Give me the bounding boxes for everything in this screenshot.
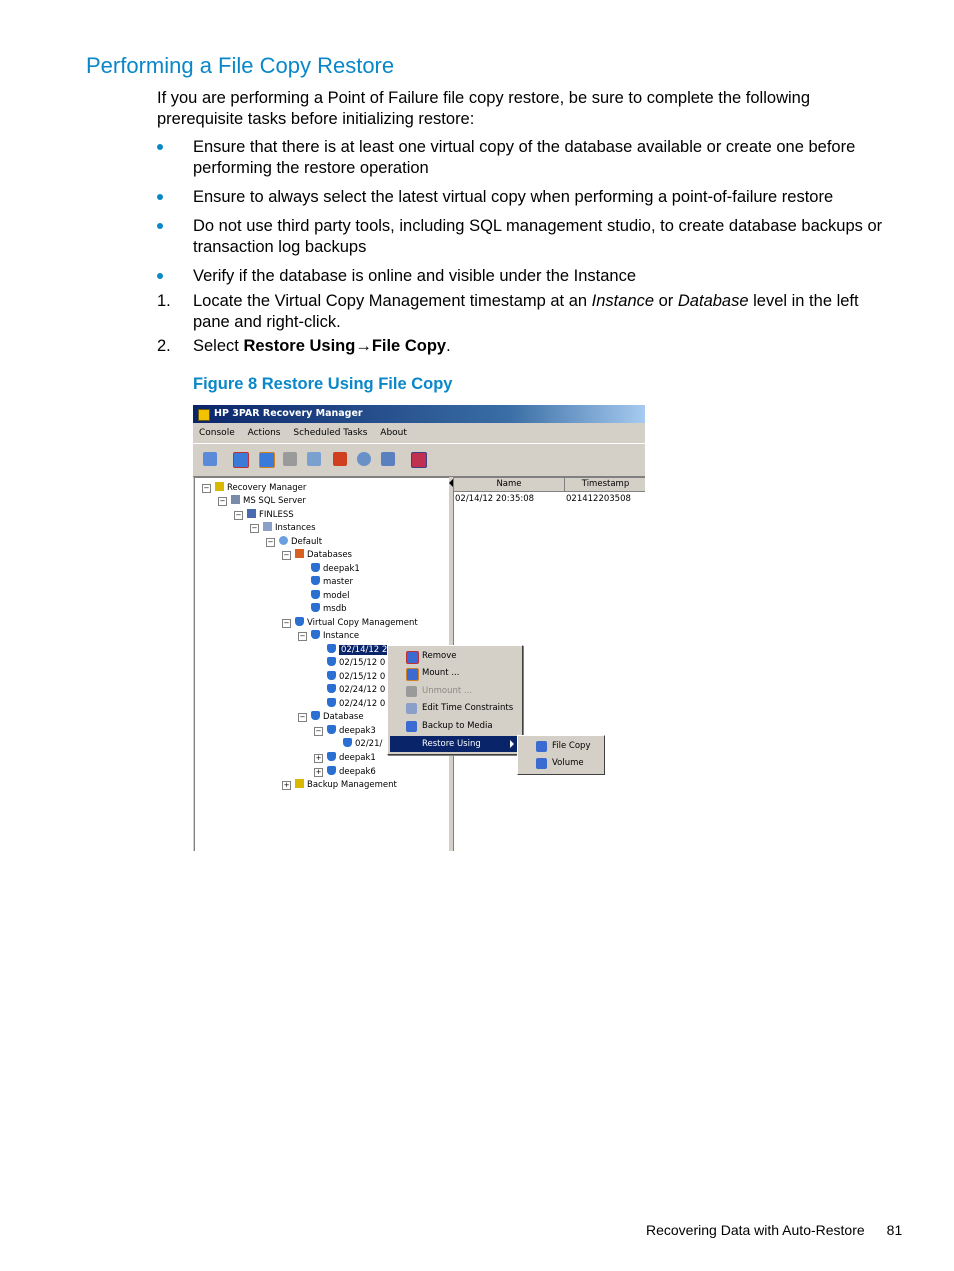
database-icon [311,590,320,599]
unmount-icon [406,686,417,697]
tree-node-timestamp[interactable] [327,684,385,696]
computer-icon [247,509,256,518]
expand-icon[interactable]: + [283,781,290,789]
tree-node-database[interactable] [311,711,364,723]
tree-node-db[interactable] [311,563,360,575]
tree-node-db[interactable] [327,752,376,764]
collapse-icon[interactable]: − [299,632,306,640]
step-number: 2. [157,337,171,355]
backup-management-icon [295,779,304,788]
database-icon [311,576,320,585]
database-icon [327,725,336,734]
menu-item-label: Mount ... [422,668,460,678]
bullet-icon [157,144,163,150]
tree-node-vcm[interactable] [295,617,418,629]
arrow-icon: → [355,337,372,355]
tree-label: deepak1 [339,753,376,763]
menu-item-unmount[interactable] [390,683,520,699]
window-title: HP 3PAR Recovery Manager [214,408,363,419]
column-header-name[interactable]: Name [454,478,565,492]
menu-item-edit-time-constraints[interactable] [390,700,520,716]
expand-icon[interactable]: + [315,768,322,776]
tree-label: Default [291,537,323,547]
timestamp-icon [327,644,336,653]
menu-console[interactable]: Console [199,428,235,438]
collapse-icon[interactable]: − [283,551,290,559]
menu-item-file-copy[interactable] [520,738,602,754]
virtual-copy-icon [295,617,304,626]
step-text: . [446,337,451,355]
remove-icon [406,651,419,664]
file-copy-icon [536,741,547,752]
cell-name[interactable]: 02/14/12 20:35:08 [455,494,535,504]
tree-label: 02/15/12 0 [339,658,386,668]
collapse-icon[interactable]: − [203,484,210,492]
menu-item-label: Remove [422,651,457,661]
mount-icon[interactable] [259,452,275,468]
tree-label: 02/14/12 2 [341,645,388,655]
context-menu [387,645,523,755]
intro-paragraph: If you are performing a Point of Failure file copy restore, be sure to complete the following prerequisite tasks before initializing restore: [157,89,810,128]
collapse-icon[interactable]: − [219,497,226,505]
unmount-icon[interactable] [283,452,297,466]
menu-item-label: Volume [552,758,584,768]
menu-item-backup-to-media[interactable] [390,718,520,734]
timestamp-icon [327,684,336,693]
bullet-text: Ensure that there is at least one virtual copy of the database available or create one before performing the restore operation [193,138,856,177]
expand-icon[interactable]: + [315,754,322,762]
tree-label: Instance [323,631,360,641]
tree-label: MS SQL Server [243,496,306,506]
step-number: 1. [157,292,171,310]
tree-node-host[interactable] [247,509,294,521]
menu-item-remove[interactable] [390,648,520,664]
tree-label: 02/24/12 0 [339,685,386,695]
menu-bar [193,425,645,441]
tree-node-timestamp[interactable] [343,738,382,750]
step-2 [157,336,897,357]
step-bold: Restore Using [243,337,356,355]
tree-label: 02/21/ [355,739,383,749]
window-titlebar [193,405,645,423]
tree-label: deepak6 [339,767,376,777]
tree-node-db[interactable] [327,766,376,778]
collapse-icon[interactable]: − [283,619,290,627]
tree-node-databases[interactable] [295,549,352,561]
instance-icon [311,630,320,639]
menu-item-volume[interactable] [520,755,602,771]
collapse-icon[interactable]: − [315,727,322,735]
clock-icon [406,703,417,714]
step-bold: File Copy [371,337,447,355]
tree-node-timestamp-selected[interactable] [327,644,389,656]
tree-label: Database [323,712,364,722]
create-copy-icon[interactable] [233,452,249,468]
list-item [157,137,897,179]
tree-label: Databases [307,550,352,560]
server-icon [231,495,240,504]
bullet-text: Verify if the database is online and visible under the Instance [193,267,637,285]
bullet-text: Ensure to always select the latest virtual copy when performing a point-of-failure restore [193,188,834,206]
tree-node-db[interactable] [311,576,353,588]
collapse-icon[interactable]: − [299,713,306,721]
tree-label: Recovery Manager [227,483,307,493]
collapse-icon[interactable]: − [251,524,258,532]
tree-label: FINLESS [259,510,294,520]
section-heading: Performing a File Copy Restore [86,53,395,78]
tree-label: 02/15/12 0 [339,672,386,682]
app-screenshot [193,405,645,851]
tree-label: Instances [275,523,316,533]
collapse-icon[interactable]: − [235,511,242,519]
database-icon [327,766,336,775]
tree-label: model [323,591,350,601]
footer-title: Recovering Data with Auto-Restore [646,1222,865,1238]
menu-item-mount[interactable] [390,665,520,681]
page-footer [646,1222,902,1238]
column-header-timestamp[interactable]: Timestamp [565,478,645,492]
timestamp-icon [327,698,336,707]
backup-icon [406,721,417,732]
tree-node-backup[interactable] [295,779,397,791]
step-text: or [654,292,678,310]
tree-node-db[interactable] [311,603,347,615]
step-text: Locate the Virtual Copy Management timestamp at an [193,292,592,310]
restore-icon[interactable] [357,452,371,466]
tree-node-default[interactable] [279,536,322,548]
tree-node-timestamp[interactable] [327,671,385,683]
database-icon [311,563,320,572]
menu-item-label: Unmount ... [422,686,473,696]
menu-actions[interactable]: Actions [247,428,281,438]
figure-caption: Figure 8 Restore Using File Copy [193,375,453,393]
submenu-arrow-icon [510,740,514,748]
database-icon [311,603,320,612]
refresh-icon[interactable] [203,452,217,466]
toolbar [193,443,645,477]
menu-item-restore-using[interactable] [390,736,520,752]
menu-item-label: Restore Using [422,739,481,749]
instances-icon [263,522,272,531]
tree-label: Backup Management [307,780,397,790]
recovery-manager-icon [215,482,224,491]
tree-node-root[interactable] [215,482,306,494]
database-icon [327,752,336,761]
list-item [157,216,897,258]
collapse-icon[interactable]: − [267,538,274,546]
menu-item-label: File Copy [552,741,591,751]
step-text: level in the left pane and right-click. [193,292,859,331]
bullet-icon [157,223,163,229]
settings-icon[interactable] [411,452,427,468]
tree-node-db[interactable] [327,725,376,737]
tree-label: msdb [323,604,347,614]
network-icon[interactable] [307,452,321,466]
tree-label: deepak3 [339,726,376,736]
volume-icon [536,758,547,769]
app-icon [198,409,210,421]
tree-label: deepak1 [323,564,360,574]
databases-icon [295,549,304,558]
tree-node-instances[interactable] [263,522,316,534]
timestamp-icon [327,657,336,666]
menu-scheduled-tasks[interactable]: Scheduled Tasks [293,428,368,438]
step-text: Select [193,337,244,355]
step-list [157,291,897,360]
cell-timestamp[interactable]: 021412203508 [566,494,631,504]
tree-node-timestamp[interactable] [327,698,385,710]
bullet-icon [157,194,163,200]
menu-about[interactable]: About [380,428,407,438]
mount-icon [406,668,419,681]
instance-icon [279,536,288,545]
tree-label: Virtual Copy Management [307,618,418,628]
bullet-icon [157,273,163,279]
timestamp-icon [343,738,352,747]
tree-node-instance[interactable] [311,630,359,642]
menu-item-label: Backup to Media [422,721,493,731]
list-item [157,266,897,287]
prerequisite-list [157,137,897,295]
step-emphasis: Database [677,292,749,310]
bullet-text: Do not use third party tools, including SQL management studio, to create database backups or transaction log backups [193,217,883,256]
database-icon [311,711,320,720]
page-number: 81 [886,1222,903,1238]
schedule-icon[interactable] [381,452,395,466]
tree-node-timestamp[interactable] [327,657,385,669]
restore-submenu [517,735,605,775]
tree-label: 02/24/12 0 [339,699,386,709]
list-item [157,187,897,208]
step-emphasis: Instance [591,292,655,310]
menu-item-label: Edit Time Constraints [422,703,514,713]
tree-label: master [323,577,353,587]
tree-node-db[interactable] [311,590,349,602]
step-1 [157,291,897,333]
backup-icon[interactable] [333,452,347,466]
timestamp-icon [327,671,336,680]
tree-node-server[interactable] [231,495,306,507]
